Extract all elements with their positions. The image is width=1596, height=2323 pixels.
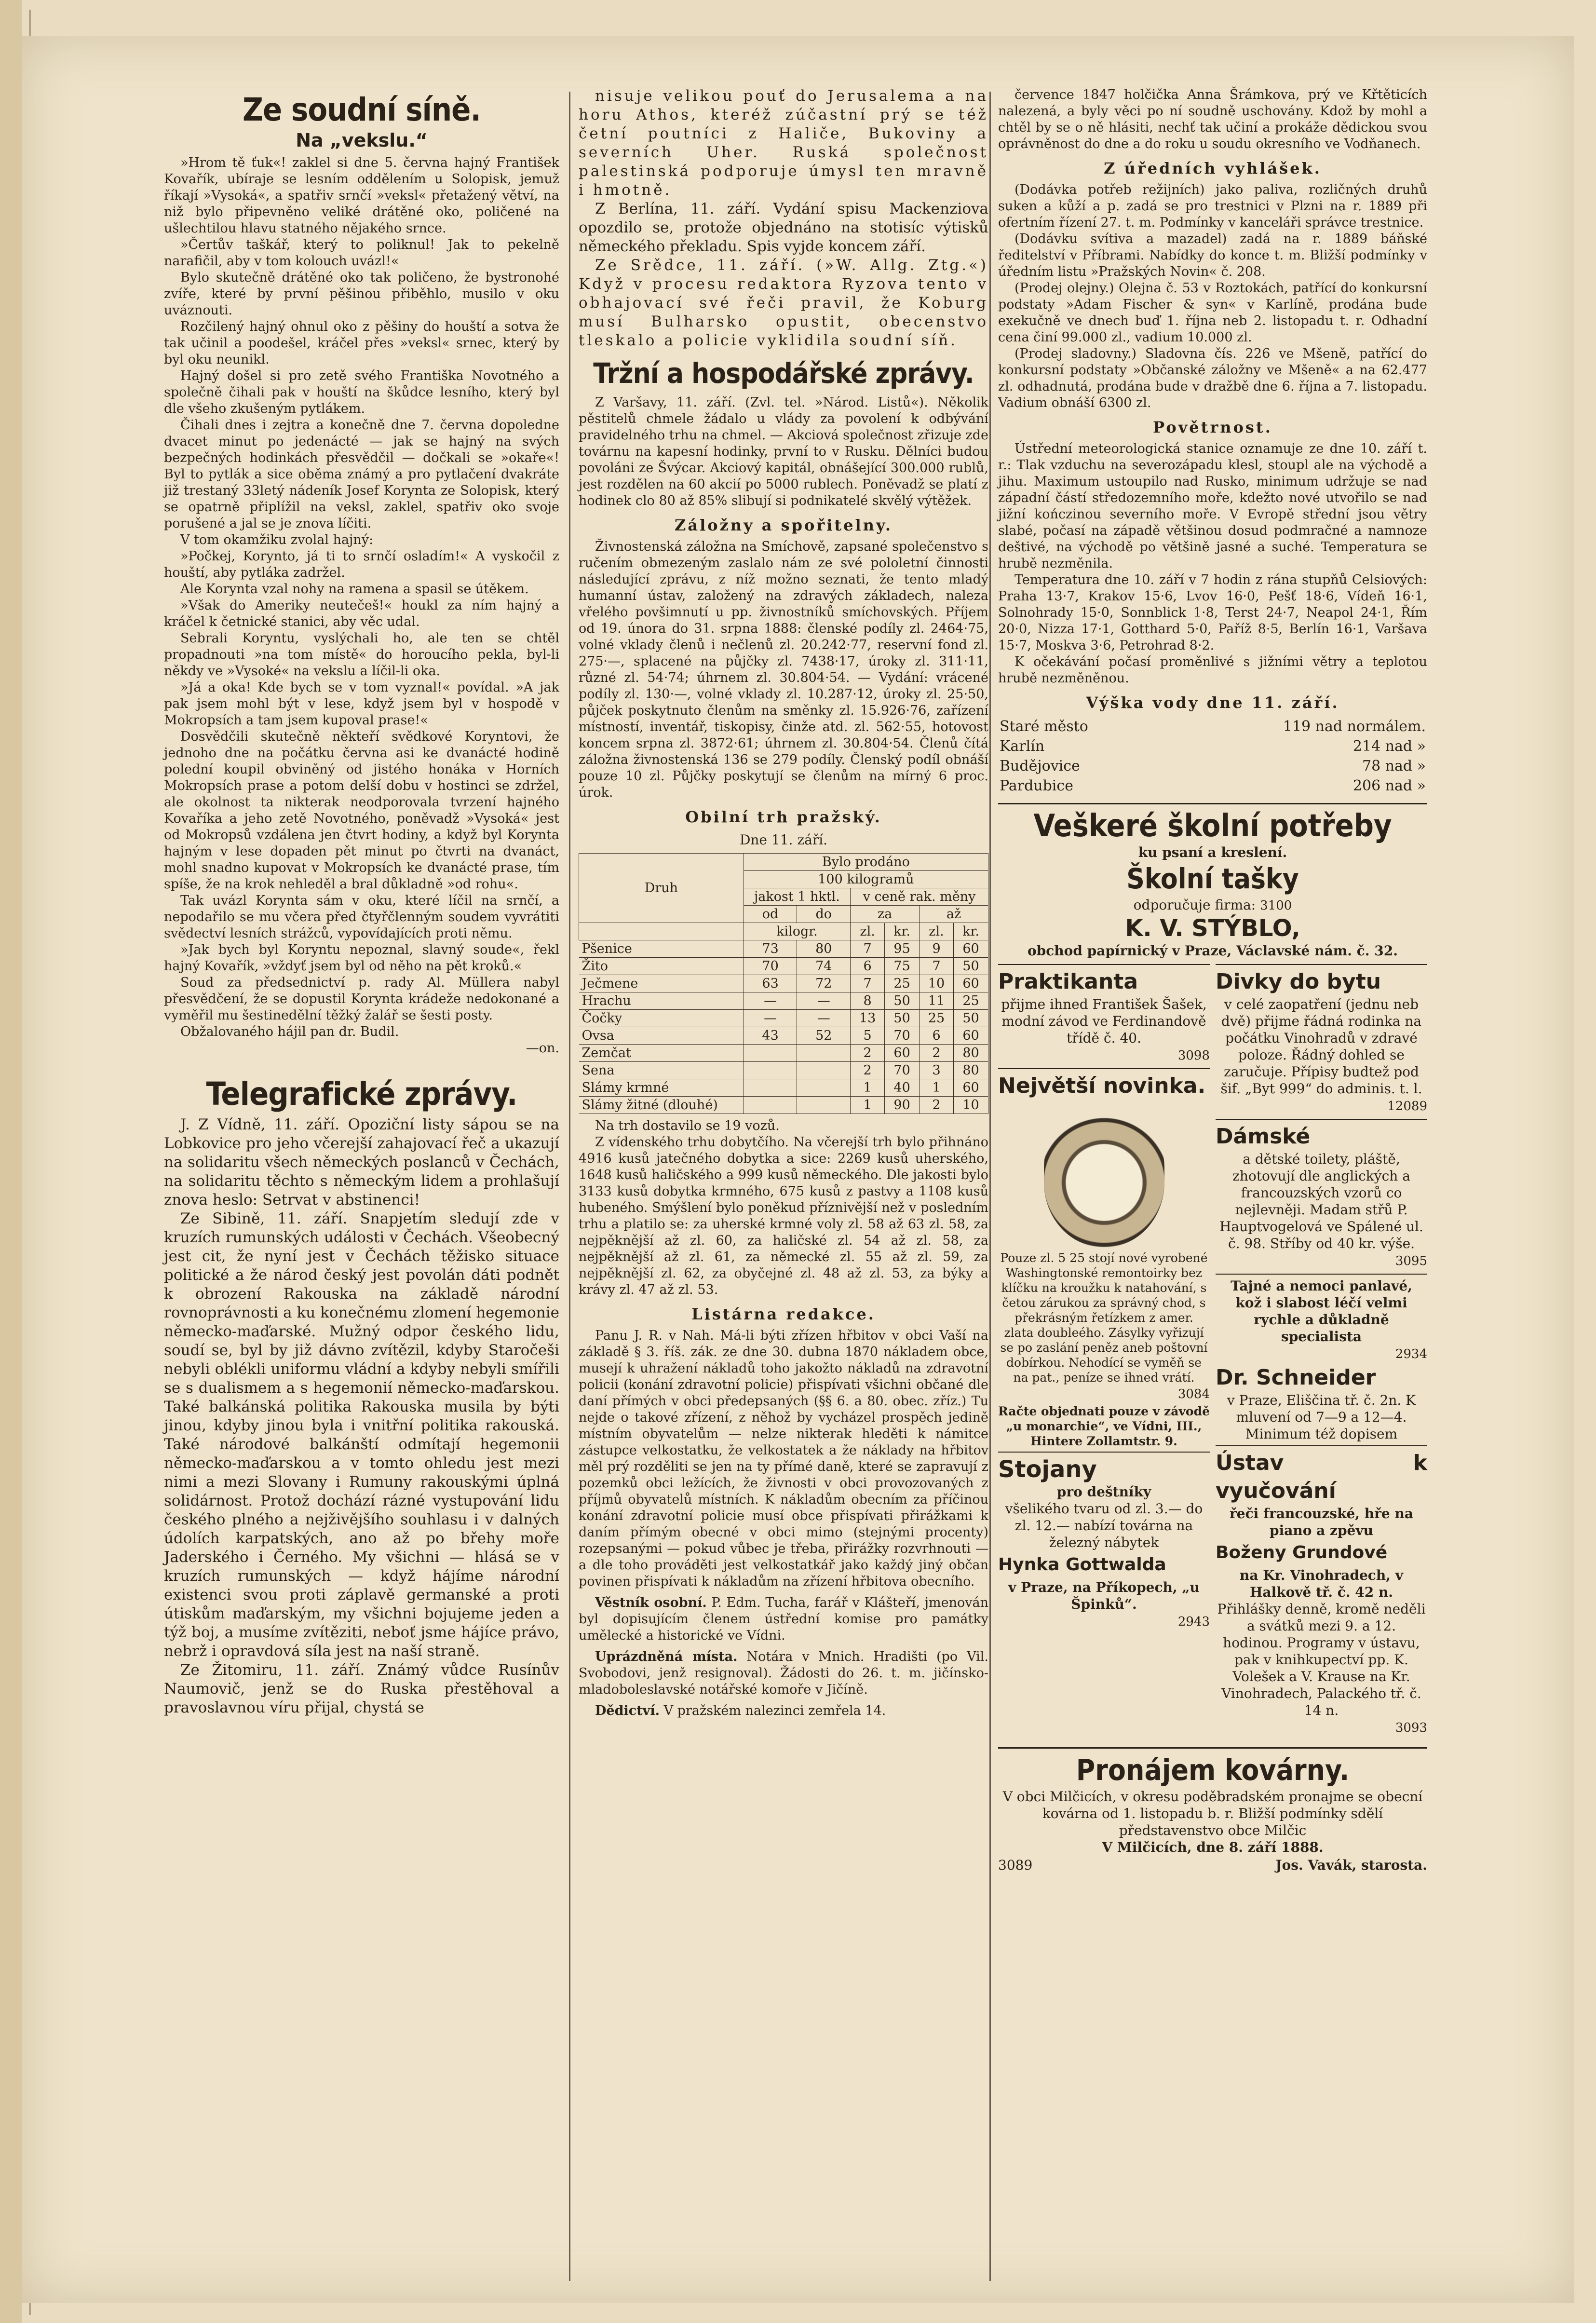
grain-value: 80 xyxy=(954,1045,988,1062)
grain-value: 52 xyxy=(797,1027,851,1045)
ad-title: Divky do bytu xyxy=(1216,969,1381,994)
paragraph: Ale Korynta vzal nohy na ramena a spasil se útěkem. xyxy=(180,582,529,597)
grain-value: 25 xyxy=(920,1010,954,1027)
grain-value: 60 xyxy=(954,975,988,992)
ad-date: V Milčicích, dne 8. září 1888. xyxy=(1102,1839,1324,1855)
grain-value: 74 xyxy=(797,958,851,975)
grain-value: 2 xyxy=(920,1097,954,1114)
paragraph: V tom okamžiku zvolal hajný: xyxy=(180,532,374,547)
grain-name: Hrachu xyxy=(579,992,744,1010)
ad-title: Ústav k vyučování xyxy=(1216,1451,1427,1503)
grain-value: 10 xyxy=(920,975,954,992)
grain-value: 7 xyxy=(851,975,885,992)
grain-value: 50 xyxy=(885,1010,920,1027)
grain-value: 25 xyxy=(885,975,920,992)
table-row xyxy=(579,1062,988,1079)
ad-title: Stojany xyxy=(998,1456,1097,1483)
grain-value: 43 xyxy=(744,1027,797,1045)
grain-name: Ovsa xyxy=(579,1027,744,1045)
paragraph xyxy=(579,1703,988,1719)
paragraph: Ze Srědce, 11. září. (»W. Allg. Ztg.«) Když v procesu redaktora Ryzova tento v obhajovací své řeči pravil, že Koburg musí Bulharsko opustit, obecenstvo tleskalo a policie vyklidila soudní síň. xyxy=(579,257,988,349)
paragraph: Rozčilený hajný ohnul oko z pěšiny do houští a sotva že tak učinil a poodešel, kráčel přes »veksl« srnec, který by byl oku neunikl. xyxy=(164,319,559,367)
ad-title: Pronájem kovárny. xyxy=(1076,1753,1350,1787)
column-1 xyxy=(164,87,559,1717)
paragraph-text: P. Edm. Tucha, farář v Klášteří, jmenován byl dopisujícím členem ústřední komise pro památky umělecké a historické ve Vídni. xyxy=(579,1595,989,1643)
table-row xyxy=(579,992,988,1010)
table-row xyxy=(579,1027,988,1045)
ad-title: Veškeré školní potřeby xyxy=(1033,808,1392,844)
water-row xyxy=(999,776,1426,795)
subsection-title: Listárna redakce. xyxy=(691,1305,876,1323)
grain-value: 50 xyxy=(954,958,988,975)
pocket-watch-image xyxy=(1044,1103,1164,1248)
ad-umbrella-stands xyxy=(998,1452,1210,1634)
ad-doctor xyxy=(1216,1274,1427,1445)
grain-value: — xyxy=(744,992,797,1010)
grain-value: — xyxy=(797,1010,851,1027)
paragraph: J. Z Vídně, 11. září. Opoziční listy sápou se na Lobkovice pro jeho včerejší zahajovací řeč a ukazují na solidaritu všech německých poslanců v Čechách, na solidaritu těchto s německým lidem a prohlašují znova heslo: Setrvat v abstinenci! xyxy=(164,1116,559,1209)
subsection-title: Povětrnost. xyxy=(1153,418,1272,436)
paragraph: Hajný došel si pro zetě svého Františka Novotného a společně čihali pak v houští na škůdce lesního, který byl dle všeho zkušeným pytlákem. xyxy=(164,368,559,416)
paragraph-text: V pražském nalezinci zemřela 14. xyxy=(663,1703,886,1718)
grain-value xyxy=(744,1097,797,1114)
grain-value: 3 xyxy=(920,1062,954,1079)
table-row xyxy=(579,1045,988,1062)
grain-value: — xyxy=(744,1010,797,1027)
paragraph: Obžalovaného hájil pan dr. Budil. xyxy=(180,1024,399,1039)
ad-line: odporučuje firma: xyxy=(1133,897,1256,913)
paragraph: Sebrali Koryntu, vyslýchali ho, ale ten se chtěl propadnouti »na tom místě« do horoucího pekla, byl-li někdy ve »Vysoké« na vekslu a líčil-li oka. xyxy=(164,631,559,679)
paragraph xyxy=(579,1595,988,1644)
paragraph: července 1847 holčička Anna Šrámkova, prý ve Křtěticích nalezená, a byly věci po ní soudně uschovány. Kdož by mohl a chtěl by se o ně hlásiti, nechť tak učiní a prokáže dědickou svou oprávněnost do dne a do roku u soudu okresního ve Vodňanech. xyxy=(998,87,1427,151)
table-header: zl. xyxy=(851,923,885,940)
grain-value: — xyxy=(797,992,851,1010)
author-sign: —on. xyxy=(526,1041,559,1056)
grain-value: 1 xyxy=(851,1079,885,1097)
table-header: v ceně rak. měny xyxy=(851,888,988,906)
ad-subtitle: řeči francouzské, hře na piano a zpěvu xyxy=(1230,1506,1413,1538)
ad-text: Přihlášky denně, kromě neděli a svátků mezi 9. a 12. hodinou. Programy v ústavu, pak v knihkupectví pp. K. Volešek a V. Krause na Kr. Vinohradech, Palackého tř. č. 14 n. xyxy=(1217,1601,1426,1718)
water-value: 214 nad » xyxy=(1353,738,1426,755)
ad-number: 3084 xyxy=(1177,1387,1210,1401)
grain-value: 2 xyxy=(920,1045,954,1062)
ad-number: 2934 xyxy=(1395,1347,1427,1361)
grain-value: 75 xyxy=(885,958,920,975)
ad-smithy-lease xyxy=(998,1747,1427,1875)
market-date: Dne 11. září. xyxy=(739,832,828,848)
ad-number: 3089 xyxy=(998,1857,1033,1873)
grain-value: 72 xyxy=(797,975,851,992)
grain-value: 25 xyxy=(954,992,988,1010)
section-title: Tržní a hospodářské zprávy. xyxy=(593,357,974,390)
table-row xyxy=(579,975,988,992)
grain-value: 11 xyxy=(920,992,954,1010)
paragraph: Živnostenská záložna na Smíchově, zapsané společenstvo s ručením obmezeným zaslalo nám ze své pololetní činnosti následující zprávu, z níž možno seznati, že tento mladý humanní ústav, založený na zdravých základech, naleza vřelého povšimnutí u pp. živnostníků smíchovských. Příjem od 19. února do 31. srpna 1888: členské podíly zl. 2464·75, volné vklady členů i nečlenů zl. 20.242·77, reservní fond zl. 275·—, splacené na půjčky zl. 7438·17, úroky zl. 311·11, různé zl. 54·74; úhrnem zl. 30.804·54. — Vydání: vrácené podíly zl. 130·—, volné vklady zl. 10.287·12, úroky zl. 25·50, půjček poskytnuto členům na směnky zl. 15.926·76, zařízení místností, inventář, tiskopisy, činže atd. zl. 562·55, hotovost koncem srpna zl. 3872·61; úhrnem zl. 30.804·54. Členů čítá záložna živnostenská 136 se 279 podíly. Členský podíl obnáší pouze 10 zl. Půjčky poskytují se členům na mírný 6 proc. úrok. xyxy=(579,539,988,800)
grain-value: 60 xyxy=(954,1027,988,1045)
grain-value: 2 xyxy=(851,1045,885,1062)
paragraph: »Však do Ameriky neutečeš!« houkl za ním hajný a kráčel k četnické stanici, aby věc udal. xyxy=(164,598,559,629)
ad-address: obchod papírnický v Praze, Václavské nám. č. 32. xyxy=(1028,943,1398,959)
ad-text: v celé zaopatření (jednu neb dvě) přijme řádná rodinka na počátku Vinohradů v zdravé poloze. Řádný dohled se zaručuje. Přípisy budtež pod šif. „Byt 999“ do adminis. t. l. xyxy=(1220,996,1422,1097)
page-edge xyxy=(0,0,22,2323)
grain-value: 95 xyxy=(885,940,920,958)
grain-value: 60 xyxy=(885,1045,920,1062)
table-header: od xyxy=(744,906,797,923)
ad-text: přijme ihned František Šašek, modní závod ve Ferdinandově třídě č. 40. xyxy=(1001,996,1207,1046)
paragraph-text: Notára v Mnich. Hradišti (po Vil. Svobodovi, jenž resignoval). Žádosti do 26. t. m. jičínsko-mladoboleslavské notářské komoře v Jičíně. xyxy=(579,1649,988,1697)
water-value: 119 nad normálem. xyxy=(1283,718,1426,735)
table-header: jakost 1 hktl. xyxy=(744,888,850,906)
column-rule xyxy=(989,92,991,2281)
paragraph: Z Varšavy, 11. září. (Zvl. tel. »Národ. Listů«). Několik pěstitelů chmele žádalo u vlády za povolení k odbývání pravidelného trhu na chmel. — Akciová společnost zřizuje zde továrnu na kapesní hodinky, první to v Rusku. Dělníci budou povoláni ze Švýcar. Akciový kapitál, obnášející 300.000 rublů, jest rozdělen na 60 akcií po 5000 rublech. Poněvadž se platí z hodinek clo 80 až 85% slibují si podnikatelé skvělý výtěžek. xyxy=(579,395,988,508)
grain-value: 2 xyxy=(851,1062,885,1079)
grain-value xyxy=(797,1097,851,1114)
ad-sign: Jos. Vavák, starosta. xyxy=(1275,1857,1427,1873)
grain-value xyxy=(797,1079,851,1097)
paragraph: »Čertův taškář, který to poliknul! Jak to pekelně narafičil, aby v tom kolouch uvázl!« xyxy=(164,237,559,269)
paragraph: Soud za předsednictví p. rady Al. Müllera nabyl přesvědčení, že se dopustil Korynta krádeže nedokonané a vyměřil mu šestinedělní těžký žalář se šesti posty. xyxy=(164,975,559,1023)
grain-value: 70 xyxy=(744,958,797,975)
paragraph: Temperatura dne 10. září v 7 hodin z rána stupňů Celsiových: Praha 13·7, Krakov 15·6, Lvov 16·0, Pešť 18·6, Vídeň 16·1, Solnohrady 15·0, Sonnblick 1·8, Terst 24·7, Neapol 24·1, Řím 20·0, Nizza 17·1, Gotthard 5·0, Paříž 8·5, Berlín 16·1, Varšava 15·7, Moskva 3·6, Petrohrad 8·2. xyxy=(998,572,1427,653)
paragraph-lead: Dědictví. xyxy=(595,1703,660,1718)
paragraph: (Prodej olejny.) Olejna č. 53 v Roztokách, patřící do konkursní podstaty »Adam Fischer & syn« v Karlíně, prodána bude exekučně ve dnech buď 1. října neb 2. listopadu t. r. Odhadní cena činí 99.000 zl., vadium 10.000 zl. xyxy=(998,281,1427,345)
grain-name: Slámy žitné (dlouhé) xyxy=(579,1097,744,1114)
ad-damske xyxy=(1216,1119,1427,1274)
grain-value: 13 xyxy=(851,1010,885,1027)
table-row xyxy=(579,1079,988,1097)
paragraph: Panu J. R. v Nah. Má-li býti zřízen hřbitov v obci Vaší na základě § 3. říš. zák. ze dne 30. dubna 1870 nákladem obce, musejí k uhražení nákladů toho jakožto nákladů na zdravotní policii (konání zdravotní policie) přispívati všichni občané dle daní přímých v obci předepsaných (§§ 6. a 80. obec. zříz.) Tu nejde o takové zřízení, z něhož by vycházel prospěch jedině místním obyvatelům — nelze nikterak hleděti k námitce zástupce velkostatku, že velkostatek a že náklady na hřbitov měl prý rozděliti se jen na ty přímé daně, které se zapravují z pozemků obci ležících, že živnosti v obci provozovaných z příjmů obyvatelů místních. K nákladům obecním za příčinou konání zdravotní policie musí obce přispívati přirážkami k daním přímým obecné v obci mimo (stejnými procenty) rozepsanými — pokud vůbec je třeba, přirážky rozvrhnouti — a dle toho prováděti jest velkostatkář jako každý jiný občan povinen přispívati k nákladům na zřízení hřbitova obecního. xyxy=(579,1328,988,1589)
ad-address: v Praze, na Příkopech, „u Špinků“. xyxy=(1008,1579,1200,1612)
column-2 xyxy=(579,87,988,1719)
table-header: kr. xyxy=(885,923,920,940)
table-header: až xyxy=(920,906,988,923)
grain-value: 73 xyxy=(744,940,797,958)
water-level-table xyxy=(998,716,1427,796)
grain-value: 80 xyxy=(954,1062,988,1079)
table-row xyxy=(579,958,988,975)
paragraph: Na trh dostavilo se 19 vozů. xyxy=(595,1118,780,1133)
ad-company: Dr. Schneider xyxy=(1216,1365,1376,1390)
ad-text: Pouze zl. 5 25 stojí nové vyrobené Washingtonské remontoirky bez klíčku na kroužku k natahování, s četou zárukou za správný chod, s překrásným řetízkem z amer. zlata doubleého. Zásylky vyřizují se po zaslání peněz aneb poštovní dobírkou. Nehodící se vyměň se na pat., peníze se ihned vrátí. xyxy=(1000,1251,1208,1385)
water-row xyxy=(999,757,1426,775)
paragraph: Z Berlína, 11. září. Vydání spisu Mackenziova opozdilo se, protože objednáno na stotisíc výtisků německého překladu. Spis vyjde koncem září. xyxy=(579,200,988,255)
grain-value xyxy=(744,1062,797,1079)
column-3 xyxy=(998,87,1427,1875)
paragraph: Tak uvázl Korynta sám v oku, které líčil na srnčí, a nepodařilo se mu včera před čtyřčlenným soudem vyvrátiti svědectví lesních strážců, vypovídajících proti němu. xyxy=(164,893,559,941)
ad-title: Praktikanta xyxy=(998,969,1138,994)
table-header: kr. xyxy=(954,923,988,940)
grain-name: Čočky xyxy=(579,1010,744,1027)
ad-subtitle: pro deštníky xyxy=(1056,1484,1151,1500)
grain-value: 70 xyxy=(885,1062,920,1079)
table-header: zl. xyxy=(920,923,954,940)
paragraph-lead: Uprázdněná místa. xyxy=(595,1649,738,1664)
ad-text xyxy=(998,897,1427,914)
water-value: 206 nad » xyxy=(1353,777,1426,794)
ad-title: Největší novinka. xyxy=(998,1073,1206,1098)
paragraph: Ze Žitomiru, 11. září. Známý vůdce Rusínův Naumovič, jenž se do Ruska přestěhoval a pravoslavnou víru přijal, chystá se xyxy=(164,1661,559,1716)
ad-address: na Kr. Vinohradech, v Halkově tř. č. 42 n. xyxy=(1240,1567,1403,1600)
ad-company: K. V. STÝBLO, xyxy=(1125,915,1300,942)
table-header: Druh xyxy=(579,854,744,923)
paragraph: (Dodávku svítiva a mazadel) zadá na r. 1889 báňské ředitelství v Příbrami. Nabídky do konce t. m. Bližší podmínky v úředním listu »Pražských Novin« č. 208. xyxy=(998,231,1427,279)
article-subtitle: Na „vekslu.“ xyxy=(296,130,428,151)
grain-value: 7 xyxy=(920,958,954,975)
paragraph: »Hrom tě ťuk«! zaklel si dne 5. června hajný František Kovařík, ubíraje se lesním oddělením u Solopisk, jemuž říkají »Vysoká«, a spatřiv srnčí »veksl« přetažený větví, na niž bylo připevněno veliké drátěné oko, poličené na ušlechtilou hlavu statného nějakého srnce. xyxy=(164,155,559,236)
paragraph-lead: Věstník osobní. xyxy=(595,1595,707,1610)
grain-name: Zemčat xyxy=(579,1045,744,1062)
grain-price-table xyxy=(579,853,988,1114)
ad-school-supplies xyxy=(998,803,1427,959)
water-value: 78 nad » xyxy=(1362,758,1426,774)
grain-value: 5 xyxy=(851,1027,885,1045)
ad-intro: Tajné a nemoci panlavé, kož i slabost léčí velmi rychle a důkladně specialista xyxy=(1231,1278,1412,1345)
grain-value xyxy=(744,1045,797,1062)
ad-watch xyxy=(998,1068,1210,1452)
ad-text: V obci Milčicích, v okresu poděbradském pronajme se obecní kovárna od 1. listopadu b. r. Bližší podmínky sdělí představenstvo obce Milčic xyxy=(1002,1789,1423,1838)
grain-rows xyxy=(579,940,988,1114)
paragraph: K očekávání počasí proměnlivé s jižními větry a teplotou hrubě nezměněnou. xyxy=(998,654,1427,686)
grain-value: 50 xyxy=(885,992,920,1010)
paragraph: Dosvědčili skutečně někteří svědkové Koryntovi, že jednoho dne na počátku června asi ke dvanácté hodině polední koupil obviněný od jistého honáka v Horních Mokropsích prase a potom delší dobu v hostinci se zdržel, ale okolnost ta nikterak neodporovala tvrzení hajného Kovaříka a jeho zetě Novotného, poněvadž »Vysoká« jest od Mokropsů vzdálena jen čtvrt hodiny, a když byl Korynta hajným v lese dopaden pět minut po čtvrti na dvanáct, mohl snadno kupovat v Mokropsích ke dvanácté prase, tím spíše, že na krok nehleděl a bral důkladně »od rohu«. xyxy=(164,729,559,892)
grain-name: Ječmene xyxy=(579,975,744,992)
paragraph: Ze Sibině, 11. září. Snapjetím sledují zde v kruzích rumunských události v Čechách. Všeobecný jest cit, že nyní jest v Čechách těžisko situace politické a že národ český jest povolán dáti podnět k obrození Rakouska na základě národní rovnoprávnosti a ku konečnému zlomení hegemonie německo-maďarské. Mužný odpor českého lidu, soudí se, byl by již dávno zvítězil, kdyby Staročeši nebyli oblékli uniformu vládní a kdyby nebyli smířili se s dualismem a s hegemonií německo-maďarskou. Také balkánská politika Rakouska musila by býti jinou, kdyby jinou byla i vnitřní politika rakouská. Také národové balkánští odmítají hegemonii německo-maďarskou a v tomto ohledu jest mezi nimi a mezi Slovany i Rumuny rakouskými úplná solidárnost. Protož dochází rázné vystupování lidu českého plného a nejživějšího souhlasu i v dalných údolích karpatských, ano až po břehy moře Jaderského i Černého. My všichni — hlásá se v kruzích rumunských — když hájíme národní existenci svou proti záplavě germanské a proti útiskům maďarským, my všichni bojujeme jeden a týž boj, a musíme zvítěziti, neboť jsme hájíce právo, nebrž i opravdová síla jest na naší straně. xyxy=(164,1210,559,1660)
table-header: do xyxy=(797,906,851,923)
paragraph: »Já a oka! Kde bych se v tom vyznal!« povídal. »A jak pak jsem mohl být v lese, když jsem byl v hospodě v Mokropsích a tam jsem kupoval prase!« xyxy=(164,680,559,728)
table-header: 100 kilogramů xyxy=(744,871,988,888)
table-header: za xyxy=(851,906,920,923)
table-row xyxy=(579,940,988,958)
ad-school-institute xyxy=(1216,1445,1427,1740)
paragraph xyxy=(579,1649,988,1698)
ad-number: 3093 xyxy=(1395,1721,1427,1735)
ad-number: 12089 xyxy=(1387,1099,1427,1114)
grain-name: Pšenice xyxy=(579,940,744,958)
subsection-title: Záložny a spořitelny. xyxy=(674,516,893,534)
water-place: Staré město xyxy=(1000,718,1088,735)
ad-company: Boženy Grundové xyxy=(1216,1543,1388,1562)
subsection-title: Z úředních vyhlášek. xyxy=(1104,159,1322,177)
grain-value: 70 xyxy=(885,1027,920,1045)
section-title: Ze soudní síně. xyxy=(242,91,481,128)
grain-value: 6 xyxy=(851,958,885,975)
grain-name: Slámy krmné xyxy=(579,1079,744,1097)
grain-value: 60 xyxy=(954,940,988,958)
water-place: Karlín xyxy=(1000,738,1045,755)
ad-number: 3098 xyxy=(1177,1048,1210,1063)
grain-value: 10 xyxy=(954,1097,988,1114)
paragraph: nisuje velikou pouť do Jerusalema a na horu Athos, kteréž zúčastní prý se též četní poutníci z Haliče, Bukoviny a severních Uher. Ruská společnost palestinská podporuje úmysl ten mravně i hmotně. xyxy=(579,87,988,199)
section-title: Telegrafické zprávy. xyxy=(206,1075,517,1113)
ad-number: 3095 xyxy=(1395,1254,1427,1268)
grain-value: 50 xyxy=(954,1010,988,1027)
ad-number: 3100 xyxy=(1260,898,1292,913)
paragraph: »Jak bych byl Koryntu nepoznal, slavný soude«, řekl hajný Kovařík, »vždyť jsem byl od něho na pět kroků.« xyxy=(164,942,559,974)
grain-value xyxy=(744,1079,797,1097)
grain-value: 7 xyxy=(851,940,885,958)
paragraph: Z vídenského trhu dobytčího. Na včerejší trh bylo přihnáno 4916 kusů jatečného dobytka a sice: 2269 kusů uherského, 1648 kusů haličského a 999 kusů německého. Dle jakosti bylo 3133 kusů dobytka krmného, 675 kusů z pastvy a 1108 kusů hubeného. Smýšlení bylo poněkud příznivější než v posledním trhu a platilo se: za uherské krmné voly zl. 58 až 63 zl. 58, za nejpěknější až zl. 60, za haličské zl. 54 až zl. 58, za nejpěknější až zl. 61, za německé zl. 55 až zl. 59, za nejpěknější zl. 62, za obyčejné zl. 48 až zl. 53, za býky a krávy zl. 47 až zl. 53. xyxy=(579,1135,988,1297)
grain-value: 63 xyxy=(744,975,797,992)
ad-order: Račte objednati pouze v závodě „u monarchie“, ve Vídni, III., Hintere Zollamtstr. 9. xyxy=(998,1404,1210,1448)
grain-value: 8 xyxy=(851,992,885,1010)
paragraph: (Dodávka potřeb režijních) jako paliva, rozličných druhů suken a kůží a p. zadá se pro trestnici v Plzni na r. 1889 při ofertním řízení 27. t. m. Podmínky v kanceláři správce trestnice. xyxy=(998,182,1427,230)
ad-headline: Školní tašky xyxy=(1126,862,1299,895)
grain-value xyxy=(797,1045,851,1062)
water-place: Budějovice xyxy=(1000,758,1080,774)
paragraph: (Prodej sladovny.) Sladovna čís. 226 ve Mšeně, patřící do konkursní podstaty »Občanské záložny ve Mšeně« a na 62.477 zl. odhadnutá, prodána bude v dražbě dne 6. října a 7. listopadu. Vadium obnáší 6300 zl. xyxy=(998,346,1427,410)
column-rule xyxy=(569,92,570,2281)
ad-number: 2943 xyxy=(1177,1615,1210,1629)
grain-value: 6 xyxy=(920,1027,954,1045)
ad-divky xyxy=(1216,964,1427,1119)
water-rows xyxy=(999,717,1426,795)
grain-value: 90 xyxy=(885,1097,920,1114)
grain-value: 60 xyxy=(954,1079,988,1097)
paragraph: »Počkej, Korynto, já ti to srnčí osladím!« A vyskočil z houští, aby pytláka zadržel. xyxy=(164,549,559,580)
grain-name: Žito xyxy=(579,958,744,975)
grain-value: 1 xyxy=(920,1079,954,1097)
grain-value: 80 xyxy=(797,940,851,958)
grain-name: Sena xyxy=(579,1062,744,1079)
water-place: Pardubice xyxy=(1000,777,1073,794)
ad-praktikanta xyxy=(998,964,1210,1068)
table-row xyxy=(579,1097,988,1114)
table-header: kilogr. xyxy=(744,923,850,940)
water-row xyxy=(999,717,1426,736)
ad-text: v Praze, Eliščina tř. č. 2n. K mluvení od 7—9 a 12—4. Minimum též dopisem xyxy=(1227,1392,1416,1442)
paragraph: Čihali dnes i zejtra a konečně dne 7. června dopoledne dvacet minut po jedenácté — jak se hajný na svých bezpečných hodinkách přesvědčil — dočkali se »okaře«! Byl to pytlák a sice oběma známý a pro pytlačení dvakráte již trestaný 33letý nádeník Josef Korynta ze Solopisk, který se opatrně připlížil na veksl, zaklel, spatřiv oko svoje porušené a jal se je znova líčiti. xyxy=(164,418,559,531)
grain-value: 1 xyxy=(851,1097,885,1114)
paragraph: Ústřední meteorologická stanice oznamuje ze dne 10. září t. r.: Tlak vzduchu na severozápadu klesl, stoupl ale na východě a jihu. Maximum ustoupilo nad Rusko, minimum udržuje se nad západní částí středozemního moře, kdežto nové utvořilo se nad jižní kończinou severního moře. V Evropě střední jsou větry slabé, počasí na západě většinou dosud podmračné a namnoze deštivé, na východě po většině jasné a suché. Temperatura se hrubě nezměnila. xyxy=(998,441,1427,571)
paragraph: Bylo skutečně drátěné oko tak poličeno, že bystronohé zvíře, které by první pěšinou přiběhlo, musilo v oku uváznouti. xyxy=(164,270,559,318)
ad-text: všelikého tvaru od zl. 3.— do zl. 12.— nabízí továrna na železný nábytek xyxy=(1005,1501,1203,1550)
ad-text: a dětské toilety, pláště, zhotovují dle anglických a francouzských vzorů co nejlevněji. Madam střů P. Hauptvogelová ve Spálené ul. č. 98. Stříby od 40 kr. výše. xyxy=(1219,1151,1423,1251)
grain-value: 9 xyxy=(920,940,954,958)
ad-title: Dámské xyxy=(1216,1124,1311,1149)
ad-subtitle: ku psaní a kreslení. xyxy=(1138,844,1287,860)
table-header: Bylo prodáno xyxy=(744,854,988,871)
subsection-title: Obilní trh pražský. xyxy=(685,808,882,826)
water-row xyxy=(999,737,1426,756)
ad-company: Hynka Gottwalda xyxy=(998,1555,1166,1575)
table-row xyxy=(579,1010,988,1027)
grain-value xyxy=(797,1062,851,1079)
subsection-title: Výška vody dne 11. září. xyxy=(1086,693,1339,712)
grain-value: 40 xyxy=(885,1079,920,1097)
